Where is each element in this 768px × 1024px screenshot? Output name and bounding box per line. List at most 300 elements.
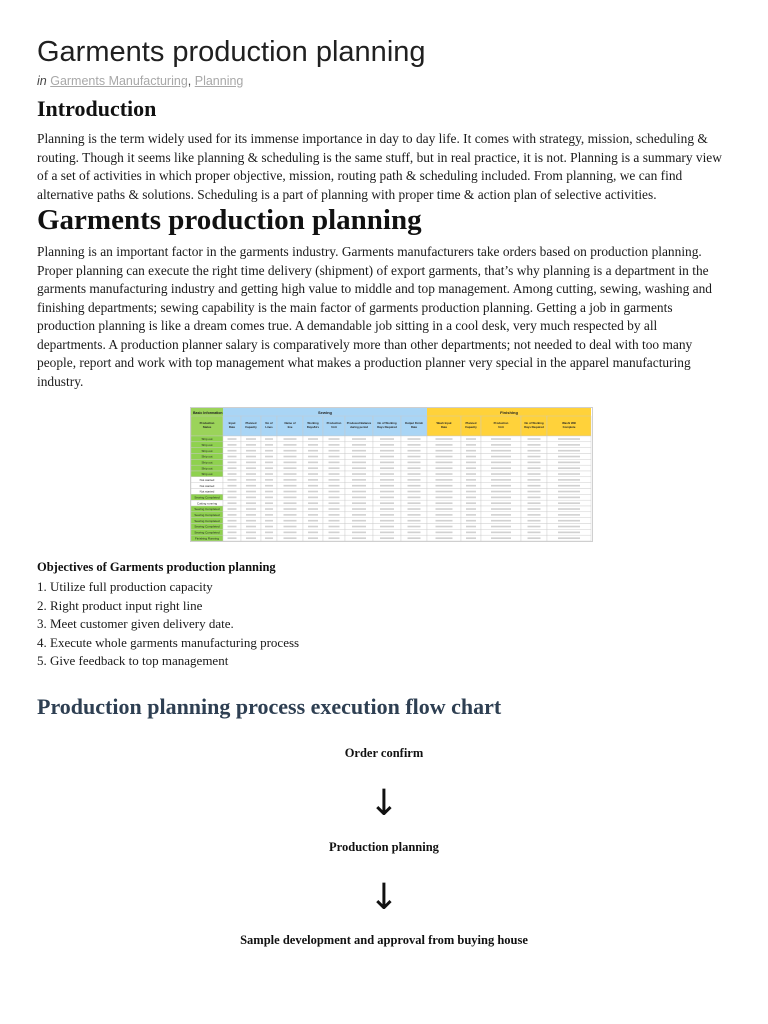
- cell-content-mark: [308, 467, 318, 469]
- status-label: Sewing Completed: [194, 524, 220, 529]
- cell-content-mark: [284, 450, 297, 452]
- cell-content-mark: [228, 467, 237, 469]
- cell-content-mark: [466, 485, 476, 487]
- column-header-label: Days Required: [524, 425, 544, 429]
- cell-content-mark: [352, 514, 366, 516]
- cell-content-mark: [380, 444, 394, 446]
- cell-content-mark: [329, 514, 340, 516]
- column-header-label: No of Working: [377, 421, 397, 425]
- cell-content-mark: [380, 508, 394, 510]
- cell-content-mark: [436, 532, 453, 534]
- cell-content-mark: [308, 497, 318, 499]
- cell-content-mark: [265, 462, 273, 464]
- cell-content-mark: [380, 497, 394, 499]
- cell-content-mark: [558, 508, 580, 510]
- cell-content-mark: [284, 491, 297, 493]
- cell-content-mark: [466, 462, 476, 464]
- cell-content-mark: [352, 450, 366, 452]
- cell-content-mark: [408, 462, 421, 464]
- cell-content-mark: [329, 485, 340, 487]
- cell-content-mark: [265, 485, 273, 487]
- intro-line: Planning is the term widely used for its immense importance in day to day life. It comes with strategy, mission, scheduling &: [37, 131, 708, 146]
- cell-content-mark: [284, 520, 297, 522]
- cell-content-mark: [246, 508, 256, 510]
- cell-content-mark: [380, 450, 394, 452]
- cell-content-mark: [408, 444, 421, 446]
- status-label: Not started: [199, 489, 215, 494]
- status-label: Finishing Running: [194, 536, 220, 541]
- cell-content-mark: [491, 479, 511, 481]
- cell-content-mark: [265, 491, 273, 493]
- cell-content-mark: [352, 508, 366, 510]
- status-label: Sewing Completed: [194, 518, 220, 523]
- objectives-list: [37, 578, 299, 671]
- planning-spreadsheet-graphic: [191, 408, 592, 541]
- cell-content-mark: [228, 502, 237, 504]
- cell-content-mark: [491, 497, 511, 499]
- cell-content-mark: [246, 532, 256, 534]
- status-label: Not started: [199, 478, 215, 483]
- cell-content-mark: [528, 462, 541, 464]
- cell-content-mark: [308, 479, 318, 481]
- cell-content-mark: [246, 467, 256, 469]
- column-header-label: Wash Input: [436, 421, 452, 425]
- cell-content-mark: [436, 438, 453, 440]
- objective-item: 5. Give feedback to top management: [37, 653, 229, 669]
- cell-content-mark: [558, 450, 580, 452]
- section-line: people, report and work with top management what makes a production planner very special in the apparel manufacturing: [37, 355, 691, 370]
- status-label: Ship out: [201, 437, 213, 442]
- cell-content-mark: [329, 473, 340, 475]
- cell-content-mark: [329, 450, 340, 452]
- cell-content-mark: [352, 473, 366, 475]
- category-link-garments-manufacturing[interactable]: Garments Manufacturing: [50, 74, 188, 88]
- cell-content-mark: [308, 438, 318, 440]
- status-label: Not started: [199, 483, 215, 488]
- cell-content-mark: [265, 508, 273, 510]
- cell-content-mark: [284, 497, 297, 499]
- cell-content-mark: [528, 491, 541, 493]
- column-header-label: Name of: [284, 421, 296, 425]
- cell-content-mark: [329, 537, 340, 539]
- cell-content-mark: [491, 473, 511, 475]
- section-line: finishing departments; sewing capability is the main factor of garments production planning. Getting a job in garments: [37, 299, 673, 315]
- cell-content-mark: [436, 491, 453, 493]
- cell-content-mark: [466, 479, 476, 481]
- cell-content-mark: [558, 514, 580, 516]
- cell-content-mark: [329, 502, 340, 504]
- cell-content-mark: [265, 514, 273, 516]
- cell-content-mark: [436, 444, 453, 446]
- cell-content-mark: [466, 514, 476, 516]
- cell-content-mark: [352, 520, 366, 522]
- cell-content-mark: [558, 444, 580, 446]
- cell-content-mark: [284, 479, 297, 481]
- flow-step-sample-development: Sample development and approval from buying house: [240, 933, 528, 947]
- cell-content-mark: [466, 520, 476, 522]
- cell-content-mark: [436, 462, 453, 464]
- cell-content-mark: [352, 467, 366, 469]
- cell-content-mark: [558, 497, 580, 499]
- cell-content-mark: [466, 467, 476, 469]
- column-header-label: Date: [440, 425, 448, 429]
- cell-content-mark: [246, 485, 256, 487]
- flow-step-order-confirm: Order confirm: [344, 746, 424, 760]
- cell-content-mark: [284, 532, 297, 534]
- cell-content-mark: [491, 450, 511, 452]
- section-heading: Garments production planning: [37, 204, 422, 236]
- cell-content-mark: [284, 467, 297, 469]
- cell-content-mark: [329, 467, 340, 469]
- cell-content-mark: [558, 537, 580, 539]
- cell-content-mark: [466, 526, 476, 528]
- cell-content-mark: [491, 491, 511, 493]
- intro-line: alternative paths & solutions. Scheduling is a part of planning with proper time & action plan of selective activities.: [37, 186, 657, 202]
- cell-content-mark: [246, 438, 256, 440]
- cell-content-mark: [528, 473, 541, 475]
- column-header-label: No of Working: [524, 421, 544, 425]
- cell-content-mark: [466, 444, 476, 446]
- cell-content-mark: [265, 438, 273, 440]
- byline-prefix: in: [37, 74, 47, 88]
- cell-content-mark: [265, 502, 273, 504]
- introduction-heading: Introduction: [37, 96, 157, 121]
- cell-content-mark: [528, 444, 541, 446]
- cell-content-mark: [408, 532, 421, 534]
- cell-content-mark: [228, 508, 237, 510]
- cell-content-mark: [436, 508, 453, 510]
- cell-content-mark: [558, 438, 580, 440]
- cell-content-mark: [380, 456, 394, 458]
- column-header-label: No of: [265, 421, 273, 425]
- objective-item: 2. Right product input right line: [37, 597, 203, 613]
- cell-content-mark: [528, 485, 541, 487]
- column-header-label: Production: [199, 421, 215, 425]
- cell-content-mark: [380, 479, 394, 481]
- cell-content-mark: [228, 491, 237, 493]
- column-header-label: Status: [202, 425, 212, 429]
- column-header-label: during period: [349, 425, 369, 429]
- cell-content-mark: [436, 456, 453, 458]
- down-arrow-icon: ↓: [368, 877, 400, 918]
- cell-content-mark: [528, 438, 541, 440]
- cell-content-mark: [558, 526, 580, 528]
- cell-content-mark: [380, 473, 394, 475]
- cell-content-mark: [491, 508, 511, 510]
- cell-content-mark: [408, 491, 421, 493]
- category-separator: ,: [187, 74, 195, 88]
- cell-content-mark: [308, 520, 318, 522]
- cell-content-mark: [228, 485, 237, 487]
- section-line: Planning is an important factor in the garments industry. Garments manufacturers take orders based on production planning.: [37, 244, 702, 259]
- cell-content-mark: [528, 450, 541, 452]
- column-header-label: Capacity: [465, 425, 477, 429]
- cell-content-mark: [228, 532, 237, 534]
- status-label: Sewing Completed: [194, 513, 220, 518]
- cell-content-mark: [308, 485, 318, 487]
- byline: [37, 74, 243, 88]
- cell-content-mark: [491, 467, 511, 469]
- cell-content-mark: [284, 462, 297, 464]
- cell-content-mark: [466, 532, 476, 534]
- status-label: Cutting running: [196, 501, 218, 506]
- page-title: Garments production planning: [37, 36, 426, 68]
- cell-content-mark: [308, 450, 318, 452]
- cell-content-mark: [528, 456, 541, 458]
- cell-content-mark: [466, 456, 476, 458]
- cell-content-mark: [329, 438, 340, 440]
- cell-content-mark: [329, 456, 340, 458]
- cell-content-mark: [246, 491, 256, 493]
- column-header-label: Wash/ Will: [562, 421, 576, 425]
- cell-content-mark: [308, 491, 318, 493]
- cell-content-mark: [284, 473, 297, 475]
- cell-content-mark: [308, 532, 318, 534]
- cell-content-mark: [228, 520, 237, 522]
- cell-content-mark: [228, 456, 237, 458]
- cell-content-mark: [466, 497, 476, 499]
- cell-content-mark: [352, 444, 366, 446]
- cell-content-mark: [436, 537, 453, 539]
- cell-content-mark: [408, 508, 421, 510]
- cell-content-mark: [329, 491, 340, 493]
- cell-content-mark: [265, 450, 273, 452]
- cell-content-mark: [380, 462, 394, 464]
- cell-content-mark: [558, 491, 580, 493]
- cell-content-mark: [265, 479, 273, 481]
- cell-content-mark: [528, 520, 541, 522]
- cell-content-mark: [352, 491, 366, 493]
- cell-content-mark: [436, 502, 453, 504]
- cell-content-mark: [466, 537, 476, 539]
- cell-content-mark: [408, 438, 421, 440]
- section-line: garments manufacturing industry and getting high value to middle and top management. Among cutting, sewing, washing and: [37, 281, 712, 296]
- column-header-label: Input: [228, 421, 236, 425]
- cell-content-mark: [436, 450, 453, 452]
- band-label-basic-info: Basic Information: [193, 411, 223, 415]
- cell-content-mark: [352, 502, 366, 504]
- cell-content-mark: [436, 467, 453, 469]
- cell-content-mark: [408, 502, 421, 504]
- cell-content-mark: [265, 520, 273, 522]
- cell-content-mark: [265, 444, 273, 446]
- cell-content-mark: [558, 532, 580, 534]
- section-line: industry.: [37, 373, 84, 389]
- cell-content-mark: [491, 532, 511, 534]
- cell-content-mark: [436, 485, 453, 487]
- status-label: Ship out: [201, 472, 213, 477]
- flow-chart-heading: Production planning process execution flow chart: [37, 694, 502, 719]
- cell-content-mark: [352, 456, 366, 458]
- cell-content-mark: [380, 485, 394, 487]
- cell-content-mark: [265, 467, 273, 469]
- cell-content-mark: [246, 537, 256, 539]
- cell-content-mark: [228, 473, 237, 475]
- cell-content-mark: [228, 479, 237, 481]
- cell-content-mark: [408, 467, 421, 469]
- cell-content-mark: [408, 456, 421, 458]
- column-header-label: Unit: [498, 425, 504, 429]
- status-label: Ship out: [201, 454, 213, 459]
- cell-content-mark: [352, 532, 366, 534]
- intro-line: routing. Though it seems like planning & scheduling is the same stuff, but in real practice, it is not. Planning is a summary view: [37, 149, 722, 165]
- cell-content-mark: [408, 450, 421, 452]
- cell-content-mark: [466, 473, 476, 475]
- cell-content-mark: [352, 497, 366, 499]
- cell-content-mark: [246, 514, 256, 516]
- cell-content-mark: [228, 526, 237, 528]
- cell-content-mark: [528, 532, 541, 534]
- cell-content-mark: [528, 479, 541, 481]
- cell-content-mark: [308, 444, 318, 446]
- cell-content-mark: [491, 520, 511, 522]
- cell-content-mark: [329, 497, 340, 499]
- cell-content-mark: [466, 508, 476, 510]
- cell-content-mark: [246, 444, 256, 446]
- cell-content-mark: [308, 502, 318, 504]
- cell-content-mark: [246, 473, 256, 475]
- cell-content-mark: [408, 514, 421, 516]
- cell-content-mark: [246, 502, 256, 504]
- cell-content-mark: [246, 462, 256, 464]
- cell-content-mark: [308, 508, 318, 510]
- column-header-label: Complete: [562, 425, 576, 429]
- cell-content-mark: [380, 514, 394, 516]
- cell-content-mark: [329, 444, 340, 446]
- status-label: Sewing Completed: [194, 530, 220, 535]
- cell-content-mark: [352, 526, 366, 528]
- cell-content-mark: [228, 537, 237, 539]
- section-line: Proper planning can execute the right time delivery (shipment) of export garments, that’s why planning is a department in the: [37, 262, 709, 278]
- band-label-finishing: Finishing: [500, 410, 518, 415]
- cell-content-mark: [408, 479, 421, 481]
- flow-step-production-planning: Production planning: [329, 840, 439, 854]
- column-header-label: Capacity: [245, 425, 257, 429]
- cell-content-mark: [284, 444, 297, 446]
- objective-item: 1. Utilize full production capacity: [37, 579, 213, 594]
- cell-content-mark: [284, 537, 297, 539]
- objective-item: 4. Execute whole garments manufacturing process: [37, 634, 300, 650]
- cell-content-mark: [491, 537, 511, 539]
- cell-content-mark: [284, 485, 297, 487]
- cell-content-mark: [436, 473, 453, 475]
- cell-content-mark: [380, 502, 394, 504]
- cell-content-mark: [329, 526, 340, 528]
- cell-content-mark: [228, 438, 237, 440]
- section-line: production planning is like a dream comes true. A demandable job sitting in a cool desk, very much respected by all: [37, 318, 658, 333]
- column-header-label: Production: [493, 421, 509, 425]
- cell-content-mark: [329, 479, 340, 481]
- column-header-label: line: [287, 425, 293, 429]
- cell-content-mark: [246, 526, 256, 528]
- cell-content-mark: [491, 438, 511, 440]
- status-label: Ship out: [201, 466, 213, 471]
- column-header-label: Unit: [331, 425, 337, 429]
- cell-content-mark: [491, 502, 511, 504]
- cell-content-mark: [329, 508, 340, 510]
- cell-content-mark: [558, 479, 580, 481]
- cell-content-mark: [284, 438, 297, 440]
- cell-content-mark: [352, 462, 366, 464]
- cell-content-mark: [228, 514, 237, 516]
- column-header-label: Planned: [465, 421, 477, 425]
- cell-content-mark: [528, 514, 541, 516]
- cell-content-mark: [284, 514, 297, 516]
- cell-content-mark: [491, 526, 511, 528]
- cell-content-mark: [284, 502, 297, 504]
- cell-content-mark: [246, 479, 256, 481]
- cell-content-mark: [352, 485, 366, 487]
- cell-content-mark: [329, 462, 340, 464]
- cell-content-mark: [380, 532, 394, 534]
- cell-content-mark: [528, 508, 541, 510]
- cell-content-mark: [408, 473, 421, 475]
- cell-content-mark: [466, 450, 476, 452]
- status-label: Ship out: [201, 460, 213, 465]
- objective-item: 3. Meet customer given delivery date.: [37, 616, 234, 632]
- cell-content-mark: [408, 537, 421, 539]
- cell-content-mark: [308, 462, 318, 464]
- cell-content-mark: [265, 473, 273, 475]
- cell-content-mark: [308, 514, 318, 516]
- cell-content-mark: [558, 502, 580, 504]
- cell-content-mark: [491, 485, 511, 487]
- column-header-label: Output Finish: [404, 421, 424, 425]
- cell-content-mark: [436, 520, 453, 522]
- cell-content-mark: [265, 456, 273, 458]
- cell-content-mark: [408, 497, 421, 499]
- column-header-label: Days Required: [377, 425, 397, 429]
- cell-content-mark: [466, 502, 476, 504]
- cell-content-mark: [466, 491, 476, 493]
- cell-content-mark: [558, 520, 580, 522]
- cell-content-mark: [352, 537, 366, 539]
- down-arrow-icon: ↓: [368, 783, 400, 824]
- cell-content-mark: [528, 467, 541, 469]
- cell-content-mark: [380, 467, 394, 469]
- cell-content-mark: [228, 444, 237, 446]
- planning-spreadsheet-image: [190, 407, 593, 542]
- cell-content-mark: [265, 532, 273, 534]
- section-line: departments. A production planner salary is comparatively more than other departments; not needed to deal with too many: [37, 336, 693, 352]
- column-header-label: Production: [326, 421, 342, 425]
- cell-content-mark: [246, 520, 256, 522]
- cell-content-mark: [284, 508, 297, 510]
- cell-content-mark: [528, 502, 541, 504]
- status-label: Sewing Completed: [194, 495, 220, 500]
- cell-content-mark: [491, 462, 511, 464]
- cell-content-mark: [265, 537, 273, 539]
- status-label: Ship out: [201, 448, 213, 453]
- cell-content-mark: [408, 485, 421, 487]
- cell-content-mark: [352, 438, 366, 440]
- cell-content-mark: [228, 450, 237, 452]
- cell-content-mark: [558, 485, 580, 487]
- cell-content-mark: [265, 526, 273, 528]
- column-header-label: Date: [228, 425, 236, 429]
- cell-content-mark: [308, 537, 318, 539]
- cell-content-mark: [528, 526, 541, 528]
- cell-content-mark: [491, 456, 511, 458]
- cell-content-mark: [329, 520, 340, 522]
- status-label: Sewing Completed: [194, 507, 220, 512]
- cell-content-mark: [436, 497, 453, 499]
- category-link-planning[interactable]: Planning: [194, 74, 244, 88]
- cell-content-mark: [436, 479, 453, 481]
- column-header-label: Produced Balance: [346, 421, 372, 425]
- cell-content-mark: [380, 438, 394, 440]
- cell-content-mark: [558, 473, 580, 475]
